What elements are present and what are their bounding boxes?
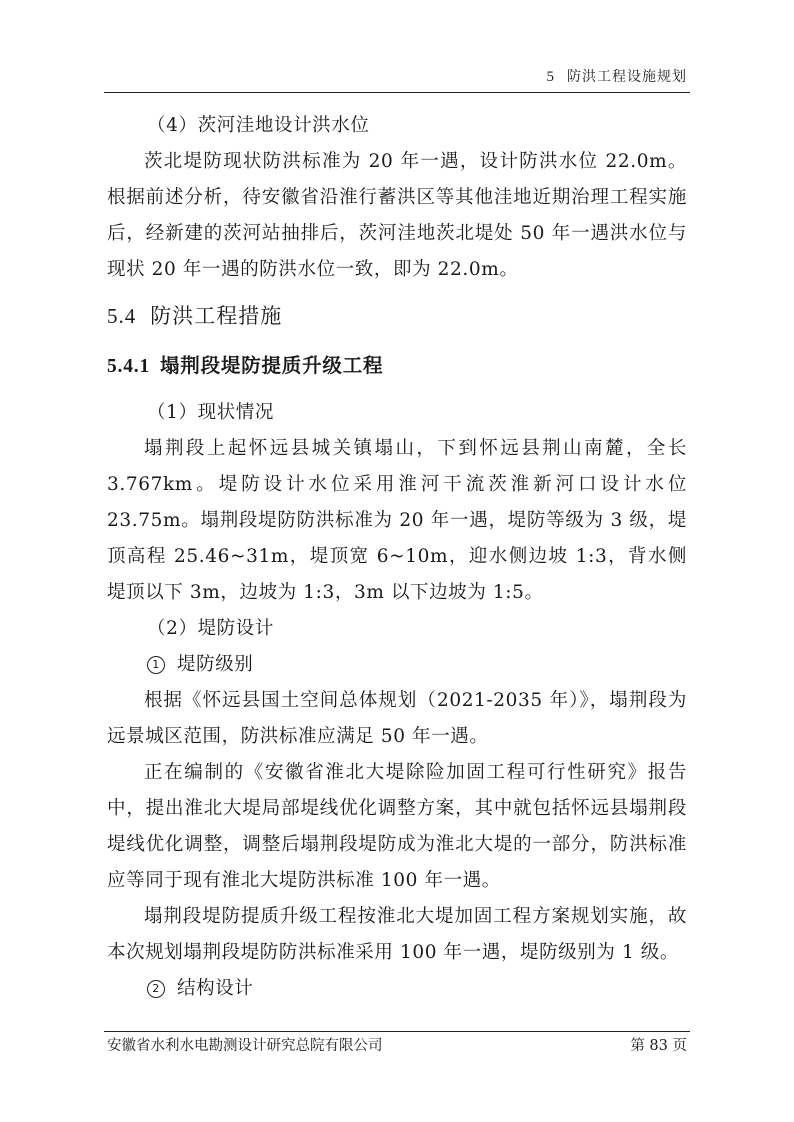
subsection-heading — [107, 346, 687, 387]
running-header — [107, 66, 687, 88]
circled-item-1-label: 堤防级别 — [177, 654, 254, 675]
subsection-title: 塌荆段堤防提质升级工程 — [160, 354, 384, 377]
page-footer — [107, 1034, 687, 1055]
circled-item-2 — [107, 971, 687, 1007]
circled-item-2-label: 结构设计 — [177, 978, 254, 999]
circled-number-1: 1 — [147, 656, 165, 674]
footer-page-number: 第 83 页 — [630, 1038, 687, 1054]
section-number: 5.4 — [107, 304, 137, 328]
paragraph-planning-basis: 根据《怀远县国土空间总体规划（2021-2035 年）》，塌荆段为远景城区范围，防洪标准应满足 50 年一遇。 — [107, 690, 687, 747]
section-heading — [107, 296, 687, 336]
circled-item-1 — [107, 647, 687, 683]
footer-organization: 安徽省水利水电勘测设计研究总院有限公司 — [107, 1038, 383, 1054]
header-rule — [104, 92, 690, 93]
section-title: 防洪工程措施 — [150, 304, 283, 328]
item-heading-4: （4）茨河洼地设计洪水位 — [147, 115, 370, 136]
paragraph-current-situation: 塌荆段上起怀远县城关镇塌山，下到怀远县荆山南麓，全长 3.767km。堤防设计水位采用淮河干流茨淮新河口设计水位 23.75m。塌荆段堤防防洪标准为 20 年一遇，堤防等级为 3 级，堤顶高程 25.46~31m，堤顶宽 6~10m，迎水侧边坡 1:3，背水侧堤顶以下 3m，边坡为 1:3，3m 以下边坡为 1:5。 — [107, 438, 687, 603]
paragraph-standard-adopted: 塌荆段堤防提质升级工程按淮北大堤加固工程方案规划实施，故本次规划塌荆段堤防防洪标准采用 100 年一遇，堤防级别为 1 级。 — [107, 906, 687, 963]
footer-rule — [104, 1031, 690, 1032]
item-heading-1: （1）现状情况 — [147, 402, 274, 423]
paragraph-design-flood-level: 茨北堤防现状防洪标准为 20 年一遇，设计防洪水位 22.0m。根据前述分析，待安徽省沿淮行蓄洪区等其他洼地近期治理工程实施后，经新建的茨河站抽排后，茨河洼地茨北堤处 50 年一遇洪水位与现状 20 年一遇的防洪水位一致，即为 22.0m。 — [107, 151, 687, 280]
item-heading-2: （2）堤防设计 — [147, 618, 274, 639]
circled-number-2: 2 — [147, 980, 165, 998]
header-chapter-number: 5 — [546, 69, 555, 85]
page-body — [107, 108, 687, 1007]
header-chapter-title: 防洪工程设施规划 — [567, 69, 687, 85]
paragraph-feasibility-study: 正在编制的《安徽省淮北大堤除险加固工程可行性研究》报告中，提出淮北大堤局部堤线优化调整方案，其中就包括怀远县塌荆段堤线优化调整，调整后塌荆段堤防成为淮北大堤的一部分，防洪标准应等同于现有淮北大堤防洪标准 100 年一遇。 — [107, 762, 687, 891]
subsection-number: 5.4.1 — [107, 356, 150, 377]
